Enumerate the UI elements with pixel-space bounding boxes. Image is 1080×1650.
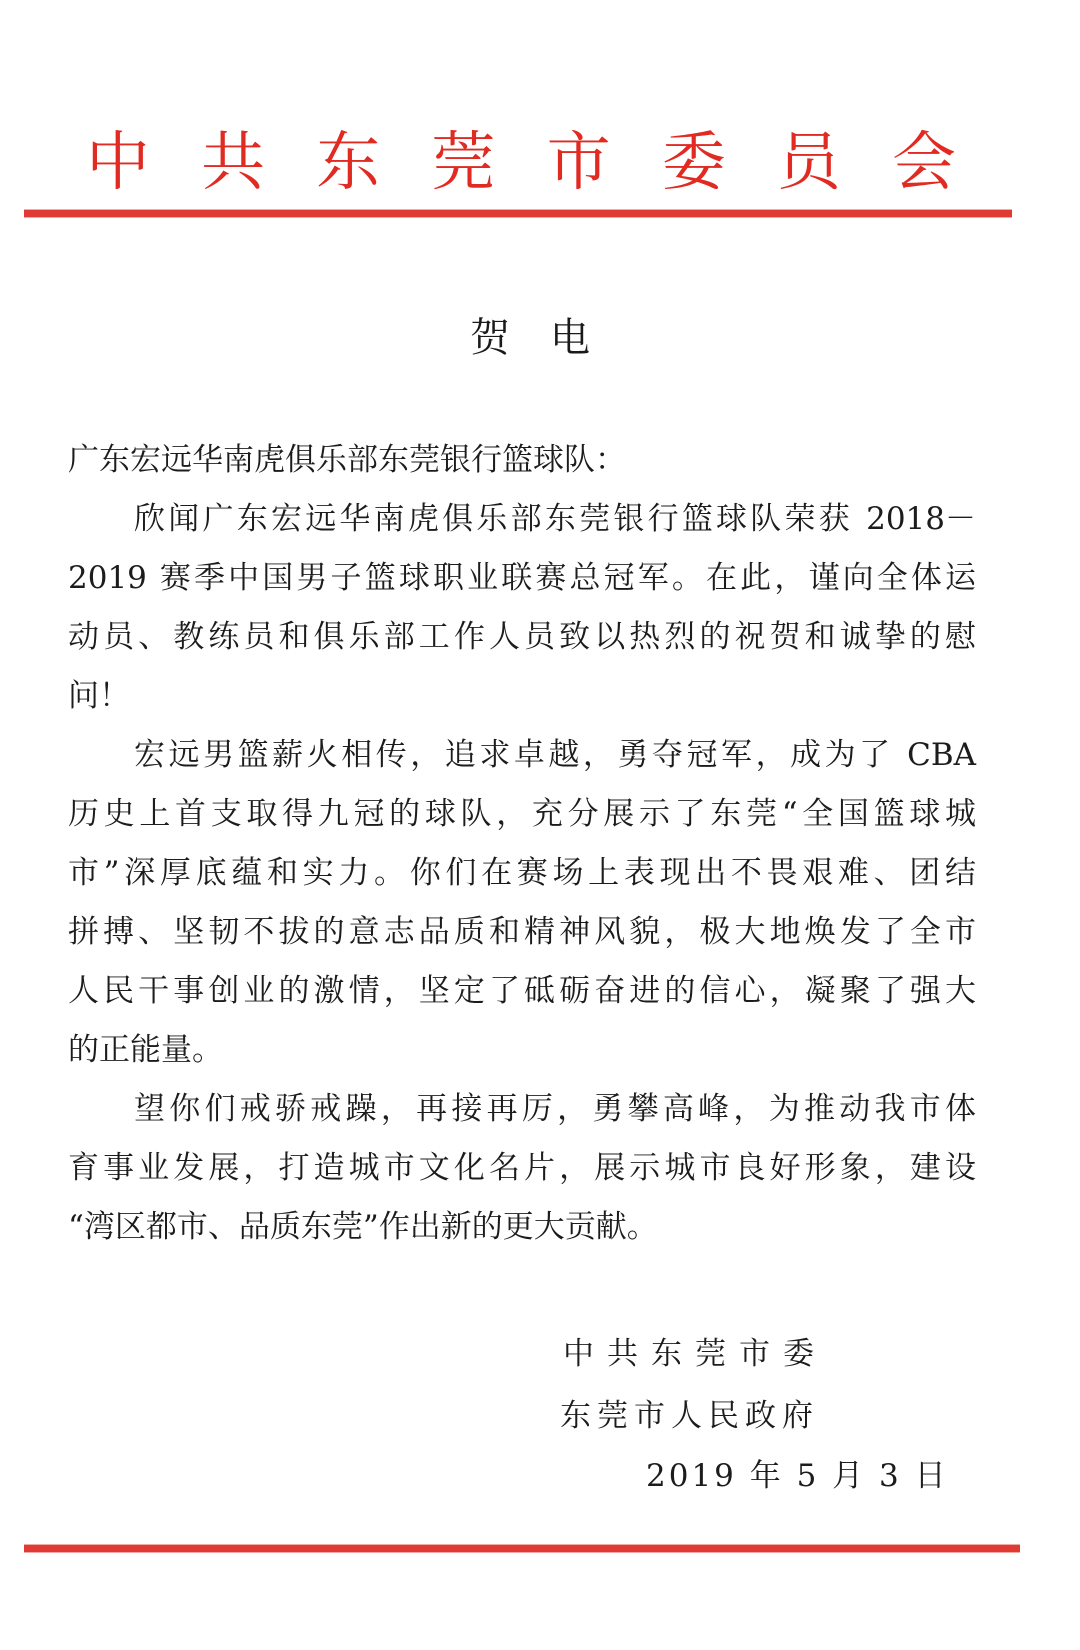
- footer-red-rule: [24, 1544, 1020, 1553]
- org-char: 员: [776, 126, 841, 200]
- org-char: 市: [546, 126, 611, 200]
- signature-date: 2019 年 5 月 3 日: [646, 1458, 949, 1494]
- org-char: 会: [891, 126, 956, 200]
- org-char: 中: [86, 126, 150, 200]
- letter-body: [68, 431, 976, 1257]
- paragraph-3-line: “湾区都市、品质东莞”作出新的更大贡献。: [68, 1209, 658, 1245]
- paragraph-3-line: 育事业发展，打造城市文化名片，展示城市良好形象，建设: [68, 1150, 976, 1186]
- paragraph-2-line: 拼搏、坚韧不拔的意志品质和精神风貌，极大地焕发了全市: [68, 914, 976, 950]
- header-red-rule: [24, 209, 1012, 218]
- paragraph-1-line: 问！: [68, 678, 130, 714]
- signature-government: 东莞市人民政府: [560, 1398, 819, 1434]
- document-title: 贺电: [470, 315, 630, 361]
- org-char: 共: [201, 126, 266, 200]
- paragraph-2-line: 历史上首支取得九冠的球队，充分展示了东莞“全国篮球城: [68, 796, 976, 832]
- org-char: 东: [316, 126, 381, 200]
- paragraph-2-line: 的正能量。: [68, 1032, 223, 1068]
- paragraph-2-line: 宏远男篮薪火相传，追求卓越，勇夺冠军，成为了 CBA: [134, 737, 976, 773]
- org-header: [24, 118, 1014, 208]
- paragraph-3-line: 望你们戒骄戒躁，再接再厉，勇攀高峰，为推动我市体: [134, 1091, 976, 1127]
- paragraph-2-line: 市”深厚底蕴和实力。你们在赛场上表现出不畏艰难、团结: [68, 855, 976, 891]
- org-char: 莞: [431, 126, 496, 200]
- paragraph-2-line: 人民干事创业的激情，坚定了砥砺奋进的信心，凝聚了强大: [68, 973, 976, 1009]
- org-char: 委: [661, 126, 726, 200]
- signature-party-committee: 中共东莞市委: [563, 1336, 827, 1372]
- paragraph-1-line: 欣闻广东宏远华南虎俱乐部东莞银行篮球队荣获 2018－: [134, 501, 976, 537]
- paragraph-1-line: 动员、教练员和俱乐部工作人员致以热烈的祝贺和诚挚的慰: [68, 619, 976, 655]
- paragraph-1-line: 2019 赛季中国男子篮球职业联赛总冠军。在此，谨向全体运: [68, 560, 976, 596]
- salutation: 广东宏远华南虎俱乐部东莞银行篮球队：: [68, 442, 626, 478]
